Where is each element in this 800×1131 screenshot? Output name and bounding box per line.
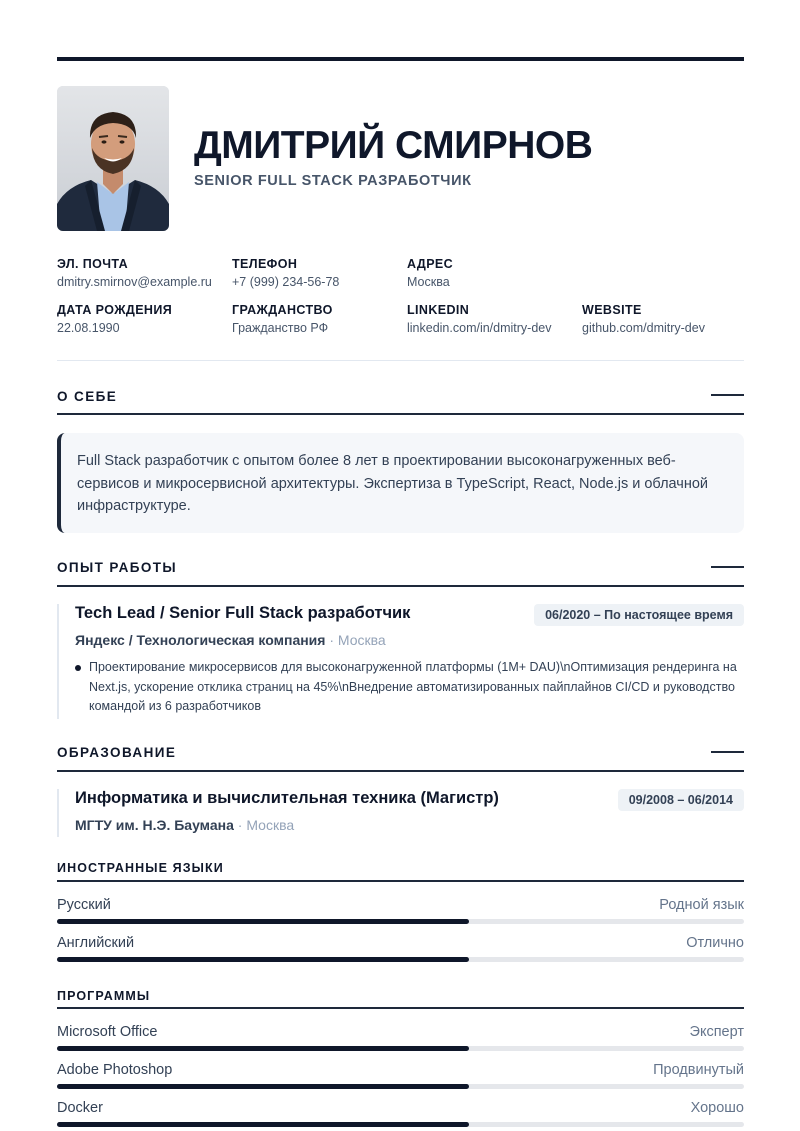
- section-title-about: О СЕБЕ: [57, 389, 118, 404]
- skill-name: Microsoft Office: [57, 1024, 158, 1040]
- company-location: · Москва: [329, 632, 386, 648]
- contact-label: LINKEDIN: [407, 303, 470, 317]
- skill-name: Docker: [57, 1100, 103, 1116]
- contact-label: ЭЛ. ПОЧТА: [57, 257, 129, 271]
- education-institution: [75, 817, 744, 833]
- section-title-experience: ОПЫТ РАБОТЫ: [57, 560, 178, 575]
- contact-citizenship: [232, 303, 404, 335]
- contact-website: [582, 303, 744, 335]
- institution-location: · Москва: [237, 817, 295, 833]
- institution-name: МГТУ им. Н.Э. Баумана: [75, 817, 234, 833]
- skill-level: Эксперт: [689, 1024, 744, 1040]
- contact-label: АДРЕС: [407, 257, 454, 271]
- top-rule: [57, 57, 744, 61]
- section-rule: [57, 770, 744, 772]
- bullet-dot-icon: [75, 665, 81, 671]
- language-russian: [57, 897, 744, 927]
- software-ms-office: [57, 1024, 744, 1054]
- job-bullet: [75, 658, 744, 717]
- birthdate-value: 22.08.1990: [57, 321, 120, 335]
- section-dash: [711, 566, 744, 568]
- software-docker: [57, 1100, 744, 1130]
- language-english: [57, 935, 744, 965]
- skill-bar-track: [57, 919, 744, 924]
- about-text: Full Stack разработчик с опытом более 8 лет в проектировании высоконагруженных веб-сервисов и микросервисной архитектуры. Экспертиза в TypeScript, React, Node.js и облачной инфраструктуре.: [77, 453, 709, 514]
- section-dash: [711, 751, 744, 753]
- skill-bar-fill: [57, 1046, 469, 1051]
- contact-phone: [232, 257, 404, 289]
- degree-title: Информатика и вычислительная техника (Магистр): [75, 789, 499, 807]
- skill-bar-fill: [57, 1122, 469, 1127]
- contact-label: WEBSITE: [582, 303, 642, 317]
- contact-label: ДАТА РОЖДЕНИЯ: [57, 303, 173, 317]
- education-entry: [57, 789, 744, 837]
- email-link[interactable]: dmitry.smirnov@example.ru: [57, 275, 212, 289]
- bullet-text: Проектирование микросервисов для высоконагруженной платформы (1M+ DAU)\nОптимизация рендеринга на Next.js, ускорение отклика страниц на 45%\nВнедрение автоматизированных пайплайнов CI/CD и руководство командой из 6 разработчиков: [89, 660, 737, 713]
- phone-link[interactable]: +7 (999) 234-56-78: [232, 275, 340, 289]
- skill-level: Хорошо: [690, 1100, 744, 1116]
- section-rule: [57, 1007, 744, 1009]
- skill-level: Родной язык: [659, 897, 744, 913]
- address-value: Москва: [407, 275, 450, 289]
- profile-photo: [57, 86, 169, 231]
- skill-name: Английский: [57, 935, 135, 951]
- job-title: SENIOR FULL STACK РАЗРАБОТЧИК: [194, 173, 472, 189]
- skill-level: Отлично: [686, 935, 744, 951]
- experience-entry: [57, 604, 744, 719]
- section-rule: [57, 880, 744, 882]
- section-title-languages: ИНОСТРАННЫЕ ЯЗЫКИ: [57, 861, 224, 875]
- contact-address: [407, 257, 579, 289]
- skill-bar-fill: [57, 1084, 469, 1089]
- skill-bar-track: [57, 1084, 744, 1089]
- section-rule: [57, 413, 744, 415]
- contact-email: [57, 257, 229, 289]
- contact-label: ГРАЖДАНСТВО: [232, 303, 333, 317]
- skill-bar-fill: [57, 919, 469, 924]
- about-box: [57, 433, 744, 533]
- software-photoshop: [57, 1062, 744, 1092]
- linkedin-link[interactable]: linkedin.com/in/dmitry-dev: [407, 321, 552, 335]
- company-name: Яндекс / Технологическая компания: [75, 632, 326, 648]
- job-company: [75, 632, 744, 648]
- job-dates-badge: 06/2020 – По настоящее время: [534, 604, 744, 626]
- contact-linkedin: [407, 303, 579, 335]
- portrait-image: [57, 86, 169, 231]
- contact-birthdate: [57, 303, 229, 335]
- website-link[interactable]: github.com/dmitry-dev: [582, 321, 705, 335]
- section-title-education: ОБРАЗОВАНИЕ: [57, 745, 177, 760]
- contact-label: ТЕЛЕФОН: [232, 257, 298, 271]
- skill-bar-track: [57, 957, 744, 962]
- skill-bar-track: [57, 1122, 744, 1127]
- citizenship-value: Гражданство РФ: [232, 321, 329, 335]
- skill-bar-track: [57, 1046, 744, 1051]
- full-name: ДМИТРИЙ СМИРНОВ: [194, 124, 593, 167]
- skill-name: Adobe Photoshop: [57, 1062, 173, 1078]
- skill-name: Русский: [57, 897, 111, 913]
- job-position: Tech Lead / Senior Full Stack разработчик: [75, 604, 411, 622]
- divider: [57, 360, 744, 361]
- section-dash: [711, 394, 744, 396]
- section-title-software: ПРОГРАММЫ: [57, 989, 151, 1003]
- skill-level: Продвинутый: [653, 1062, 744, 1078]
- skill-bar-fill: [57, 957, 469, 962]
- section-rule: [57, 585, 744, 587]
- education-dates-badge: 09/2008 – 06/2014: [618, 789, 744, 811]
